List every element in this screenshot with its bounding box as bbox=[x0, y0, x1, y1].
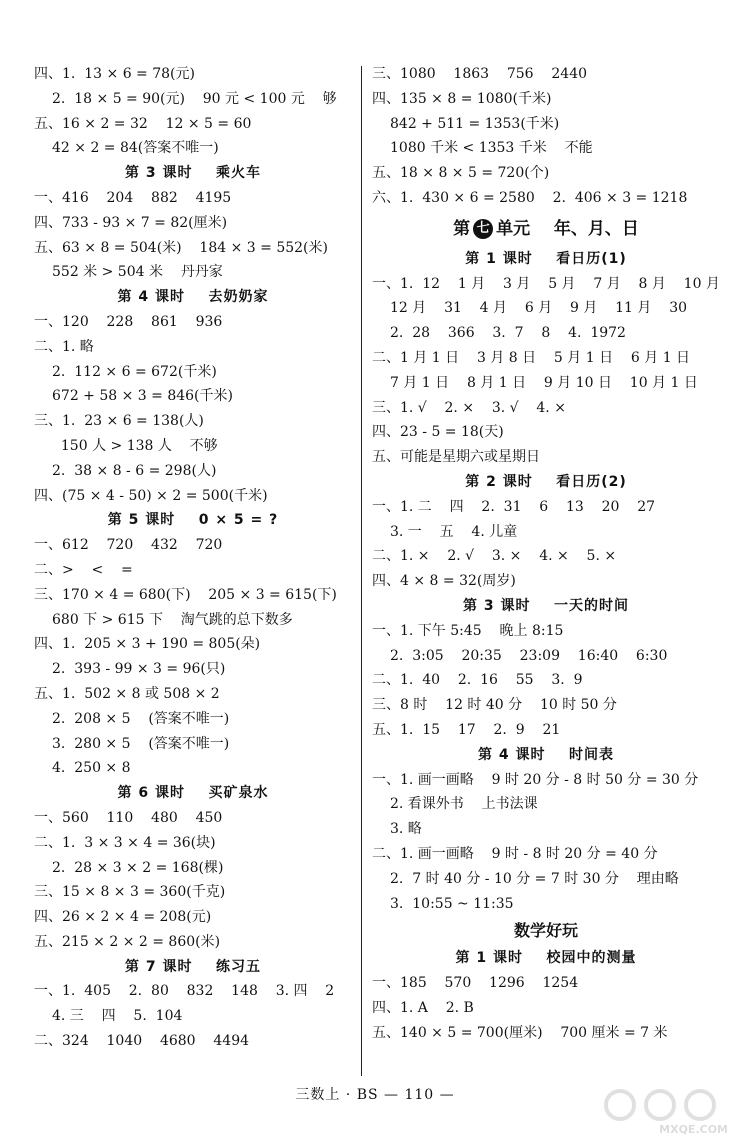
lesson-heading: 第 3 课时 乘火车 bbox=[125, 165, 261, 182]
answer-line: 四、(75 × 4 - 50) × 2 = 500(千米) bbox=[34, 487, 268, 504]
answer-line: 一、1. 12 1 月 3 月 5 月 7 月 8 月 10 月 bbox=[372, 275, 720, 292]
answer-line: 五、可能是星期六或星期日 bbox=[372, 449, 540, 466]
unit-heading-prefix: 第 bbox=[453, 218, 471, 239]
lesson-heading: 第 1 课时 校园中的测量 bbox=[455, 950, 637, 967]
answer-line: 六、1. 430 × 6 = 2580 2. 406 × 3 = 1218 bbox=[372, 189, 688, 206]
answer-line: 3. 10:55 ~ 11:35 bbox=[390, 895, 514, 912]
answer-line: 四、1. 13 × 6 = 78(元) bbox=[34, 66, 195, 82]
answer-line: 四、26 × 2 × 4 = 208(元) bbox=[34, 909, 212, 926]
answer-line: 3. 一 五 4. 儿童 bbox=[390, 523, 518, 540]
answer-line: 五、1. 502 × 8 或 508 × 2 bbox=[34, 685, 220, 702]
answer-line: 三、1. 23 × 6 = 138(人) bbox=[34, 413, 204, 430]
answer-line: 五、16 × 2 = 32 12 × 5 = 60 bbox=[34, 115, 252, 132]
answer-line: 2. 18 × 5 = 90(元) 90 元 < 100 元 够 bbox=[52, 90, 337, 107]
answer-line: 12 月 31 4 月 6 月 9 月 11 月 30 bbox=[390, 300, 688, 317]
answer-line: 四、4 × 8 = 32(周岁) bbox=[372, 573, 516, 590]
answer-line: 二、1. 3 × 3 × 4 = 36(块) bbox=[34, 834, 216, 851]
lesson-heading: 第 7 课时 练习五 bbox=[125, 958, 261, 975]
answer-line: 2. 看课外书 上书法课 bbox=[390, 796, 538, 813]
answer-line: 一、1. 二 四 2. 31 6 13 20 27 bbox=[372, 498, 656, 515]
answer-line: 680 下 > 615 下 淘气跳的总下数多 bbox=[52, 611, 293, 628]
answer-line: 三、1080 1863 756 2440 bbox=[372, 66, 588, 82]
answer-line: 一、1. 画一画略 9 时 20 分 - 8 时 50 分 = 30 分 bbox=[372, 771, 699, 788]
answer-line: 150 人 > 138 人 不够 bbox=[52, 437, 218, 454]
answer-line: 二、324 1040 4680 4494 bbox=[34, 1033, 250, 1050]
watermark-logo-icon bbox=[598, 1088, 728, 1122]
lesson-heading: 第 4 课时 时间表 bbox=[478, 746, 614, 763]
answer-line: 四、23 - 5 = 18(天) bbox=[372, 424, 504, 441]
answer-line: 二、1. 略 bbox=[34, 338, 94, 355]
answer-line: 三、15 × 8 × 3 = 360(千克) bbox=[34, 884, 226, 901]
unit-heading-title: 单元 年、月、日 bbox=[496, 218, 639, 239]
answer-line: 三、170 × 4 = 680(下) 205 × 3 = 615(下) bbox=[34, 586, 337, 603]
answer-line: 二、1. × 2. √ 3. × 4. × 5. × bbox=[372, 548, 617, 565]
left-column bbox=[34, 62, 352, 1054]
column-divider bbox=[361, 66, 362, 1076]
answer-line: 一、1. 下午 5:45 晚上 8:15 bbox=[372, 622, 564, 639]
answer-line: 五、63 × 8 = 504(米) 184 × 3 = 552(米) bbox=[34, 239, 328, 256]
answer-line: 2. 28 × 3 × 2 = 168(棵) bbox=[52, 859, 224, 876]
answer-line: 四、1. 205 × 3 + 190 = 805(朵) bbox=[34, 636, 261, 653]
answer-line: 一、560 110 480 450 bbox=[34, 809, 223, 826]
answer-line: 2. 38 × 8 - 6 = 298(人) bbox=[52, 462, 217, 479]
lesson-heading: 第 6 课时 买矿泉水 bbox=[117, 785, 269, 802]
answer-line: 四、1. A 2. B bbox=[372, 999, 474, 1016]
lesson-heading: 第 1 课时 看日历(1) bbox=[465, 250, 627, 267]
answer-line: 二、1. 40 2. 16 55 3. 9 bbox=[372, 672, 583, 689]
answer-line: 2. 208 × 5 (答案不唯一) bbox=[52, 710, 230, 727]
lesson-heading: 第 5 课时 0 × 5 = ? bbox=[107, 512, 279, 529]
page-footer: 三数上 · BS — 110 — bbox=[295, 1087, 455, 1103]
right-column bbox=[372, 62, 720, 1045]
lesson-heading: 第 2 课时 看日历(2) bbox=[465, 473, 627, 490]
unit-heading bbox=[372, 213, 720, 245]
answer-line: 2. 7 时 40 分 - 10 分 = 7 时 30 分 理由略 bbox=[390, 870, 679, 887]
answer-line: 二、1 月 1 日 3 月 8 日 5 月 1 日 6 月 1 日 bbox=[372, 349, 691, 366]
answer-line: 四、135 × 8 = 1080(千米) bbox=[372, 90, 552, 107]
answer-line: 一、612 720 432 720 bbox=[34, 537, 223, 554]
answer-line: 五、18 × 8 × 5 = 720(个) bbox=[372, 165, 550, 182]
unit-number-badge: 七 bbox=[473, 219, 493, 239]
answer-line: 672 + 58 × 3 = 846(千米) bbox=[52, 388, 233, 405]
answer-line: 1080 千米 < 1353 千米 不能 bbox=[390, 140, 593, 157]
answer-line: 842 + 511 = 1353(千米) bbox=[390, 115, 560, 132]
answer-line: 一、185 570 1296 1254 bbox=[372, 975, 579, 992]
section-heading: 数学好玩 bbox=[513, 921, 578, 941]
answer-line: 7 月 1 日 8 月 1 日 9 月 10 日 10 月 1 日 bbox=[390, 374, 698, 391]
answer-line: 2. 393 - 99 × 3 = 96(只) bbox=[52, 661, 226, 678]
answer-line: 2. 28 366 3. 7 8 4. 1972 bbox=[390, 325, 626, 342]
watermark-text: MXQE.COM bbox=[659, 1123, 728, 1136]
answer-line: 五、140 × 5 = 700(厘米) 700 厘米 = 7 米 bbox=[372, 1024, 668, 1041]
watermark bbox=[598, 1088, 728, 1138]
answer-line: 三、8 时 12 时 40 分 10 时 50 分 bbox=[372, 697, 617, 714]
answer-line: 4. 三 四 5. 104 bbox=[52, 1008, 183, 1025]
answer-line: 一、120 228 861 936 bbox=[34, 313, 223, 330]
answer-line: 四、733 - 93 × 7 = 82(厘米) bbox=[34, 214, 228, 231]
answer-line: 一、416 204 882 4195 bbox=[34, 189, 232, 206]
answer-line: 一、1. 405 2. 80 832 148 3. 四 2 bbox=[34, 983, 335, 1000]
answer-line: 3. 略 bbox=[390, 821, 422, 838]
answer-line: 42 × 2 = 84(答案不唯一) bbox=[52, 140, 219, 157]
answer-line: 2. 3:05 20:35 23:09 16:40 6:30 bbox=[390, 647, 668, 664]
answer-line: 552 米 > 504 米 丹丹家 bbox=[52, 264, 223, 281]
answer-line: 2. 112 × 6 = 672(千米) bbox=[52, 363, 217, 380]
answer-line: 3. 280 × 5 (答案不唯一) bbox=[52, 735, 230, 752]
lesson-heading: 第 4 课时 去奶奶家 bbox=[117, 289, 269, 306]
answer-line: 五、215 × 2 × 2 = 860(米) bbox=[34, 933, 221, 950]
answer-line: 三、1. √ 2. × 3. √ 4. × bbox=[372, 399, 566, 416]
lesson-heading: 第 3 课时 一天的时间 bbox=[463, 597, 629, 614]
answer-line: 4. 250 × 8 bbox=[52, 760, 131, 777]
answer-line: 二、1. 画一画略 9 时 - 8 时 20 分 = 40 分 bbox=[372, 845, 658, 862]
answer-line: 二、> < = bbox=[34, 561, 133, 578]
answer-line: 五、1. 15 17 2. 9 21 bbox=[372, 721, 561, 738]
